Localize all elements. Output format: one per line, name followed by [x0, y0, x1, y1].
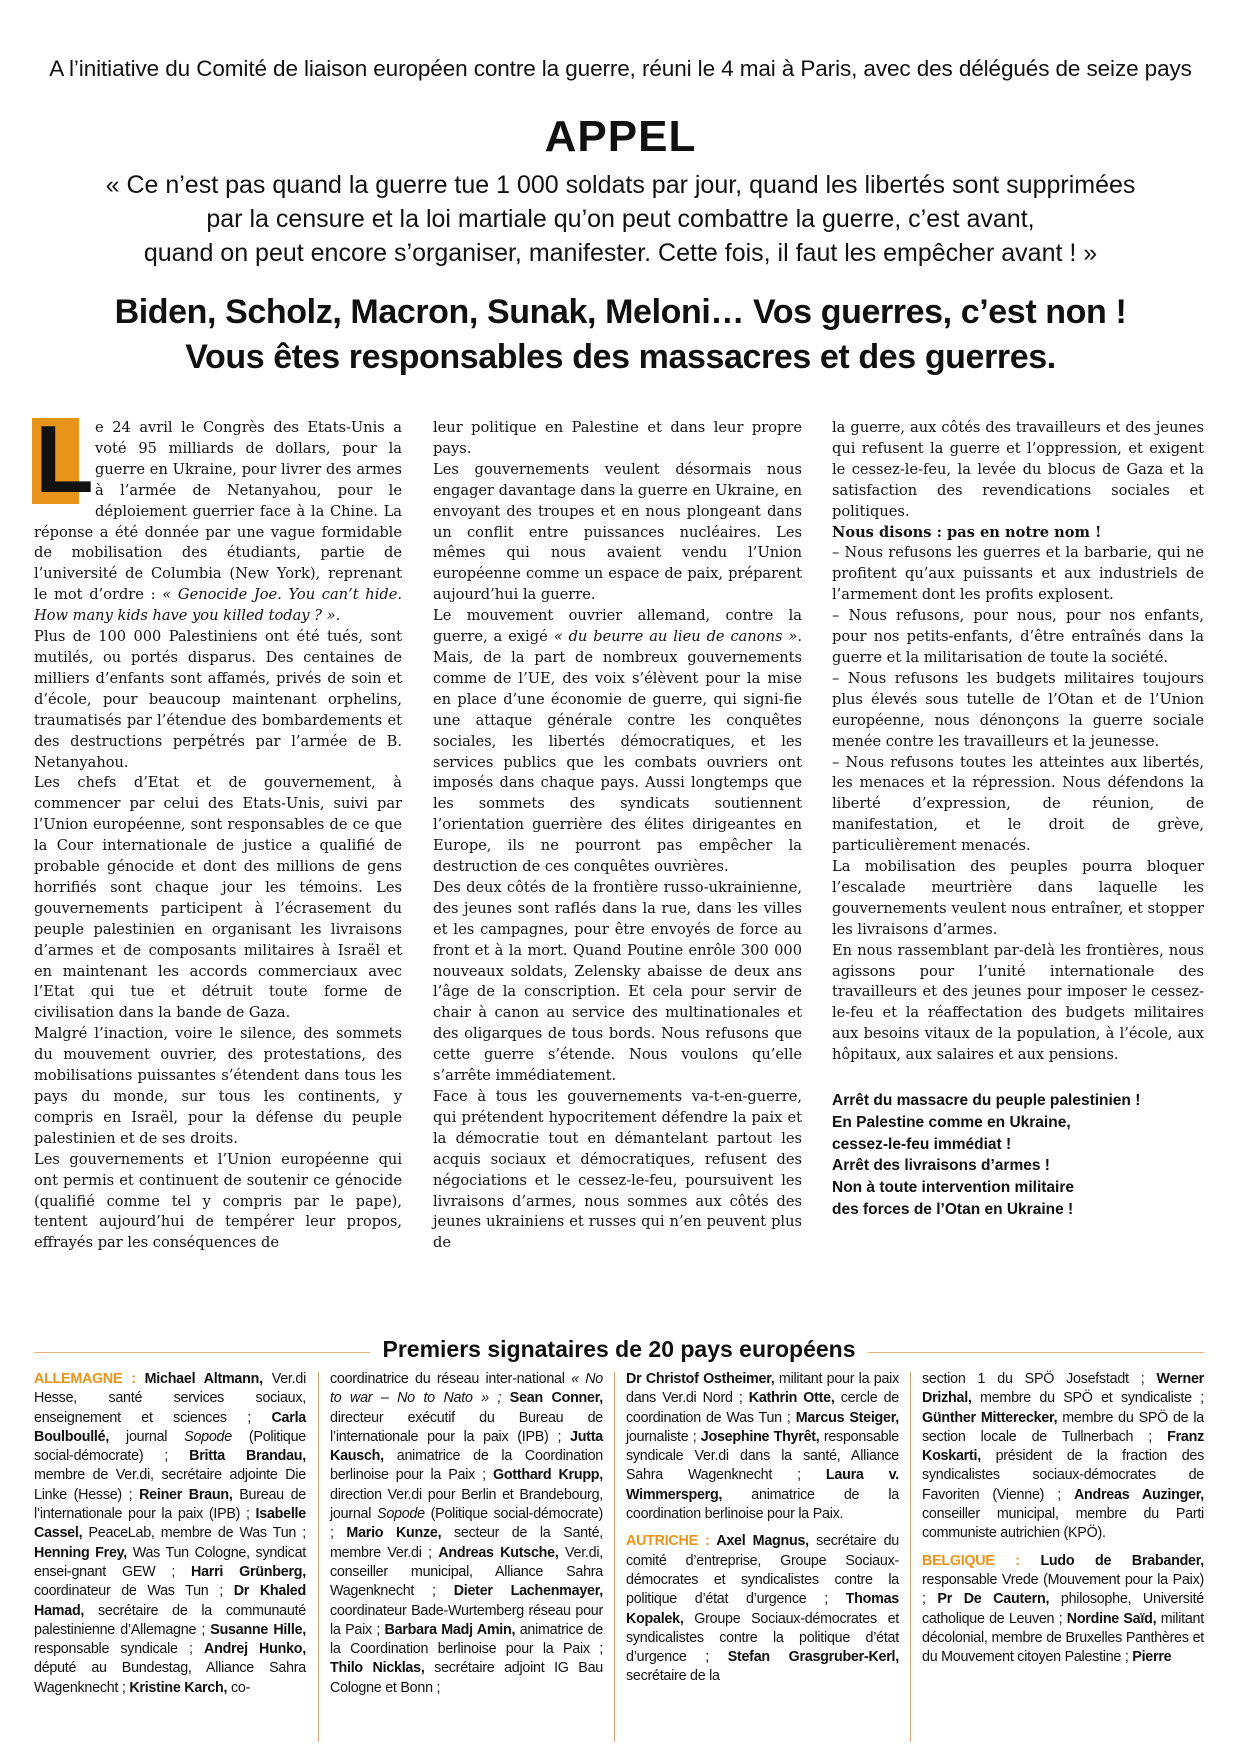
article-paragraph: la guerre, aux côtés des travailleurs et des jeunes qui refusent la guerre et l’oppression, et exigent le cessez-le-feu, la levée du blocus de Gaza et la satisfaction des revendications sociales et politiques.	[832, 419, 1204, 520]
italic-text: « No to war – No to Nato » ;	[330, 1371, 603, 1407]
signatory-description: secrétaire de la communauté palestinienne d’Allemagne ;	[34, 1602, 306, 1638]
country-label: AUTRICHE :	[626, 1533, 717, 1550]
headline	[20, 290, 1221, 380]
appel-title: APPEL	[544, 112, 697, 161]
article-paragraph	[34, 406, 402, 627]
signatory-description: (Politique social-démocrate) ;	[34, 1428, 306, 1465]
article-paragraph	[433, 606, 802, 878]
country-label: ALLEMAGNE :	[34, 1371, 145, 1387]
signatory-description: section 1 du SPÖ Josefstadt ;	[922, 1371, 1157, 1387]
signatory-name: Carla Boulboullé,	[34, 1409, 306, 1445]
signatory-name: Dieter Lachenmayer,	[453, 1583, 603, 1600]
section-gap	[626, 1524, 899, 1532]
signatory-description: Ver.di Hesse, santé services sociaux, enseignement et sciences ;	[34, 1371, 306, 1426]
article-paragraph: – Nous refusons les guerres et la barbarie, qui ne profitent qu’aux puissants et aux industriels de l’armement dont les profits explosent.	[832, 544, 1204, 604]
country-label: BELGIQUE :	[922, 1552, 1041, 1569]
signatory-description: secrétaire du comité d’entreprise, Groupe Sociaux-démocrates et syndicalistes contre la politique d’état d’urgence ;	[626, 1533, 899, 1608]
quote-line: « Ce n’est pas quand la guerre tue 1 000 soldats par jour, quand les libertés sont supprimées	[105, 171, 1136, 199]
signatory-name: Henning Frey,	[34, 1544, 128, 1561]
signatory-description: secrétaire adjoint IG Bau Cologne et Bonn ;	[330, 1660, 603, 1696]
signatory-name: Sean Conner,	[509, 1390, 603, 1407]
drop-cap-letter: L	[35, 406, 94, 513]
column-divider	[910, 1372, 911, 1742]
signatory-description	[501, 1390, 510, 1406]
article-paragraph: – Nous refusons les budgets militaires toujours plus élevés sous tutelle de l’Otan et de l’Union européenne, nous dénonçons la guerre sociale menée contre les travailleurs et la jeunesse.	[832, 669, 1204, 750]
article-paragraph: Des deux côtés de la frontière russo-ukrainienne, des jeunes sont raflés dans la rue, dans les villes et les campagnes, pour être envoyés de force au front et à la mort. Quand Poutine enrôle 300 000 nouveaux soldats, Zelensky abaisse de deux ans l’âge de la conscription. Et cela pour servir de chair à canon au service des multinationales et des oligarques de tous bords. Nous refusons que cette guerre s’étende. Nous voulons qu’elle s’arrête immédiatement.	[433, 878, 802, 1085]
article-paragraph: leur politique en Palestine et dans leur propre pays.	[433, 419, 802, 457]
slogan-quote: « du beurre au lieu de canons »	[553, 628, 798, 646]
signatory-name: Britta Brandau,	[189, 1448, 306, 1465]
signatory-name: Harri Grünberg,	[191, 1563, 306, 1580]
quote-line: quand on peut encore s’organiser, manifester. Cette fois, il faut les empêcher avant ! »	[143, 239, 1098, 267]
slogan-line: cessez-le-feu immédiat !	[832, 1135, 1012, 1153]
signatory-description: animatrice de la coordination berlinoise pour la Paix.	[626, 1486, 899, 1523]
signatories-column-4	[922, 1370, 1204, 1667]
signatory-name: Nordine Saïd,	[1066, 1610, 1157, 1627]
signatory-name: Kristine Karch,	[129, 1679, 228, 1696]
slogan-line: En Palestine comme en Ukraine,	[832, 1113, 1071, 1131]
signatory-name: Kathrin Otte,	[748, 1390, 835, 1407]
signatory-description: membre du SPÖ et syndicaliste ;	[971, 1390, 1204, 1407]
slogan-line: des forces de l’Otan en Ukraine !	[832, 1200, 1074, 1218]
signatory-description: coordinatrice du réseau inter-national	[330, 1371, 572, 1387]
signatory-name: Gotthard Krupp,	[492, 1467, 604, 1484]
signatory-description: philosophe, Université catholique de Leuven ;	[922, 1591, 1204, 1627]
signatory-name: Dr Khaled Hamad,	[34, 1583, 306, 1619]
signatory-name: Thomas Kopalek,	[626, 1591, 899, 1627]
signatory-description: responsable Vrede (Mouvement pour la Paix) ;	[922, 1571, 1204, 1608]
article-paragraph: – Nous refusons, pour nous, pour nos enfants, pour nos petits-enfants, d’être entraînés dans la guerre et la militarisation de toute la société.	[832, 607, 1204, 666]
section-gap	[922, 1544, 1204, 1552]
signatory-description: direction Ver.di pour Berlin et Brandebourg, journal	[330, 1486, 603, 1523]
epigraph-quote	[20, 168, 1221, 270]
slogan-quote: « Genocide Joe. You can’t hide. How many kids have you killed today ? ».	[34, 586, 402, 625]
signatory-description: Was Tun Cologne, syndicat ensei-gnant GEW ;	[34, 1544, 306, 1580]
article-paragraph: Les gouvernements veulent désormais nous engager davantage dans la guerre en Ukraine, en envoyant des troupes et en nous plongeant dans un conflit entre puissances nucléaires. Les mêmes qui nous avaient vendu l’Union européenne comme un espace de paix, préparent aujourd’hui la guerre.	[433, 460, 802, 604]
article-paragraph: En nous rassemblant par-delà les frontières, nous agissons pour l’unité internationale des travailleurs et des jeunes pour imposer le cessez-le-feu et la réaffectation des budgets militaires aux besoins vitaux de la population, à l’école, aux hôpitaux, aux salaires et aux pensions.	[832, 941, 1204, 1064]
signatory-description: journaliste ;	[626, 1428, 701, 1445]
signatories-column-1	[34, 1370, 306, 1698]
italic-text: Sopode	[184, 1428, 232, 1445]
signatory-name: Pierre	[1132, 1649, 1172, 1666]
signatory-description: PeaceLab, membre de Was Tun ;	[82, 1525, 306, 1542]
signatory-name: Werner Drizhal,	[922, 1371, 1204, 1407]
text-run: Le mouvement ouvrier allemand, contre la guerre, a exigé	[433, 607, 802, 646]
signatory-name: Andreas Kutsche,	[438, 1544, 559, 1561]
headline-line: Vous êtes responsables des massacres et des guerres.	[185, 338, 1056, 376]
text-run: . Mais, de la part de nombreux gouvernements comme de l’UE, des voix s’élèvent pour la mise en place d’une économie de guerre, qui signi-fie une attaque générale contre les conquêtes sociales, les libertés démocratiques, et les services publics que les combats ouvriers ont imposés dans chaque pays. Aussi longtemps que les sommets des syndicats soutiennent l’orientation guerrière des élites dirigeantes en Europe, ils ne pourront pas empêcher la destruction de ces conquêtes ouvrières.	[433, 628, 802, 876]
article-paragraph: Les gouvernements et l’Union européenne qui ont permis et continuent de soutenir ce génocide (qualifié comme tel y compris par le pape), tentent aujourd’hui de tempérer leur propos, effrayés par les conséquences de	[34, 1150, 402, 1252]
signatories-column-2	[330, 1370, 603, 1698]
signatory-description: militant décolonial, membre de Bruxelles Panthères et du Mouvement citoyen Palestine ;	[922, 1610, 1204, 1666]
signatory-description: (Politique social-démocrate) ;	[330, 1506, 603, 1542]
drop-cap	[32, 406, 94, 513]
signatory-name: Andrej Hunko,	[204, 1641, 307, 1658]
signatory-description: secrétaire de la	[626, 1668, 720, 1685]
signatory-description: Bureau de l’internationale pour la paix (IPB) ;	[34, 1486, 306, 1523]
signatory-description: cercle de coordination de Was Tun ;	[626, 1390, 900, 1426]
signatory-name: Isabelle Cassel,	[34, 1506, 306, 1542]
signatory-description: président de la fraction des syndicalistes sociaux-démocrates de Favoriten (Vienne) ;	[922, 1448, 1204, 1503]
signatory-description: co-	[227, 1679, 251, 1696]
article-paragraph: La mobilisation des peuples pourra bloquer l’escalade meurtrière dans laquelle les gouvernements veulent nous entraîner, et stopper les livraisons d’armes.	[832, 858, 1204, 938]
intro-line: A l’initiative du Comité de liaison européen contre la guerre, réuni le 4 mai à Paris, avec des délégués de seize pays	[49, 56, 1192, 81]
signatory-name: Thilo Nicklas,	[330, 1660, 425, 1677]
signatory-name: Michael Altmann,	[144, 1371, 263, 1387]
signatory-name: Susanne Hille,	[210, 1621, 306, 1638]
article-paragraph: – Nous refusons toutes les atteintes aux libertés, les menaces et la répression. Nous défendons la liberté d’expression, de réunion, de manifestation, et le droit de grève, particulièrement menacés.	[832, 753, 1204, 855]
article-column-1	[34, 406, 402, 1254]
signatory-description: directeur exécutif du Bureau de l’internationale pour la paix (IPB) ;	[330, 1409, 603, 1445]
slogan-line: Arrêt des livraisons d’armes !	[832, 1157, 1050, 1175]
signatory-description: Groupe Sociaux-démocrates et syndicalistes contre la politique d’état d’urgence ;	[626, 1610, 899, 1666]
signatory-name: Reiner Braun,	[139, 1486, 233, 1503]
signatory-name: Stefan Grasgruber-Kerl,	[727, 1649, 899, 1666]
signatories-column-3	[626, 1370, 899, 1687]
signatory-description: membre du SPÖ de la section locale de Tullnerbach ;	[922, 1409, 1204, 1445]
signatory-name: Ludo de Brabander,	[1040, 1552, 1204, 1569]
article-paragraph: Face à tous les gouvernements va-t-en-guerre, qui prétendent hypocritement défendre la paix et la démocratie tout en démantelant partout les acquis sociaux et démocratiques, refusent des négociations et le cessez-le-feu, poursuivent les livraisons d’armes, nous sommes aux côtés des jeunes ukrainiens et russes qui n’en peuvent plus de	[433, 1088, 802, 1252]
text-run: e 24 avril le Congrès des Etats-Unis a voté 95 milliards de dollars, pour la guerre en Ukraine, pour livrer des armes à l’armée de Netanyahou, pour le déploiement guerrier face à la Chine. La réponse a été donnée par une vague formidable de mobilisation des étudiants, partie de l’université de Columbia (New York), reprenant le mot d’ordre :	[34, 419, 402, 604]
signatory-description: animatrice de la Coordination berlinoise pour la Paix ;	[330, 1448, 603, 1484]
signatory-description: coordinateur Bade-Wurtemberg réseau pour la Paix ;	[330, 1602, 603, 1638]
article-column-3	[832, 418, 1204, 1220]
signatory-description: animatrice de la Coordination berlinoise pour la Paix ;	[330, 1621, 603, 1658]
signatory-description: responsable syndicale Ver.di dans la santé, Alliance Sahra Wagenknecht ;	[626, 1428, 899, 1484]
article-paragraph: Malgré l’inaction, voire le silence, des sommets du mouvement ouvrier, des protestations, des mobilisations puissantes s’étendent dans tous les pays du monde, sur tous les continents, y compris en Israël, pour la défense du peuple palestinien et de ses droits.	[34, 1025, 402, 1147]
signatory-description: coordinateur de Was Tun ;	[34, 1583, 234, 1600]
signatory-description: militant pour la paix dans Ver.di Nord ;	[626, 1371, 899, 1407]
italic-text: Sopode	[377, 1506, 425, 1523]
slogan-line: Non à toute intervention militaire	[832, 1178, 1074, 1196]
signatory-name: Mario Kunze,	[346, 1525, 442, 1542]
signatory-name: Günther Mitterecker,	[922, 1409, 1058, 1426]
article-column-2	[433, 418, 802, 1254]
signatory-name: Axel Magnus,	[716, 1533, 809, 1550]
signatory-description: Ver.di, conseiller municipal, Alliance Sahra Wagenknecht ;	[330, 1544, 604, 1600]
signatory-name: Barbara Madj Amin,	[384, 1621, 516, 1638]
column-divider	[614, 1372, 615, 1742]
signatory-name: Josephine Thyrêt,	[700, 1428, 820, 1445]
signatory-name: Marcus Steiger,	[795, 1409, 899, 1426]
signatory-name: Jutta Kausch,	[330, 1428, 603, 1465]
signatory-name: Dr Christof Ostheimer,	[626, 1371, 775, 1387]
signatory-description: secteur de la Santé, membre Ver.di ;	[330, 1525, 604, 1561]
signatory-description: député au Bundestag, Alliance Sahra Wagenknecht ;	[34, 1660, 306, 1696]
signatory-name: Laura v. Wimmersperg,	[626, 1467, 899, 1503]
signatory-description: journal	[109, 1428, 185, 1445]
article-paragraph: Plus de 100 000 Palestiniens ont été tués, sont mutilés, ou portés disparus. Des centaines de milliers d’enfants sont affamés, privés de soin et d’école, pour beaucoup maintenant orphelins, traumatisés par l’étendue des bombardements et des destructions perpétrés par l’armée de B. Netanyahou.	[34, 628, 402, 771]
signatory-description: membre de Ver.di, secrétaire adjointe Die Linke (Hesse) ;	[34, 1467, 306, 1503]
article-paragraph: Les chefs d’Etat et de gouvernement, à commencer par celui des Etats-Unis, suivi par l’Union européenne, sont responsables de ce que la Cour internationale de justice a qualifié de probable génocide et dont des millions de gens horrifiés sont chaque jour les témoins. Les gouvernements participent à l’écrasement du peuple palestinien en organisant les livraisons d’armes et de composants militaires à Israël et en maintenant les accords commerciaux avec l’Etat qui tue et détruit toute forme de civilisation dans la bande de Gaza.	[34, 774, 402, 1022]
quote-line: par la censure et la loi martiale qu’on peut combattre la guerre, c’est avant,	[206, 205, 1035, 233]
signatory-name: Pr De Cautern,	[937, 1591, 1050, 1608]
headline-line: Biden, Scholz, Macron, Sunak, Meloni… Vos guerres, c’est non !	[114, 293, 1127, 331]
signatory-description: responsable syndicale ;	[34, 1641, 205, 1658]
signatories-header	[34, 1336, 1204, 1366]
slogan-line: Arrêt du massacre du peuple palestinien !	[832, 1092, 1141, 1110]
signatories-title-wrap	[34, 1336, 1204, 1363]
slogans-block	[832, 1090, 1204, 1220]
signatory-name: Andreas Auzinger,	[1073, 1486, 1205, 1503]
signatory-description: conseiller municipal, membre du Parti communiste autrichien (KPÖ).	[922, 1506, 1204, 1542]
signatory-name: Franz Koskarti,	[922, 1428, 1204, 1465]
signatories-title: Premiers signataires de 20 pays européens	[370, 1336, 867, 1362]
subheading: Nous disons : pas en notre nom !	[832, 523, 1102, 541]
column-divider	[318, 1372, 319, 1742]
